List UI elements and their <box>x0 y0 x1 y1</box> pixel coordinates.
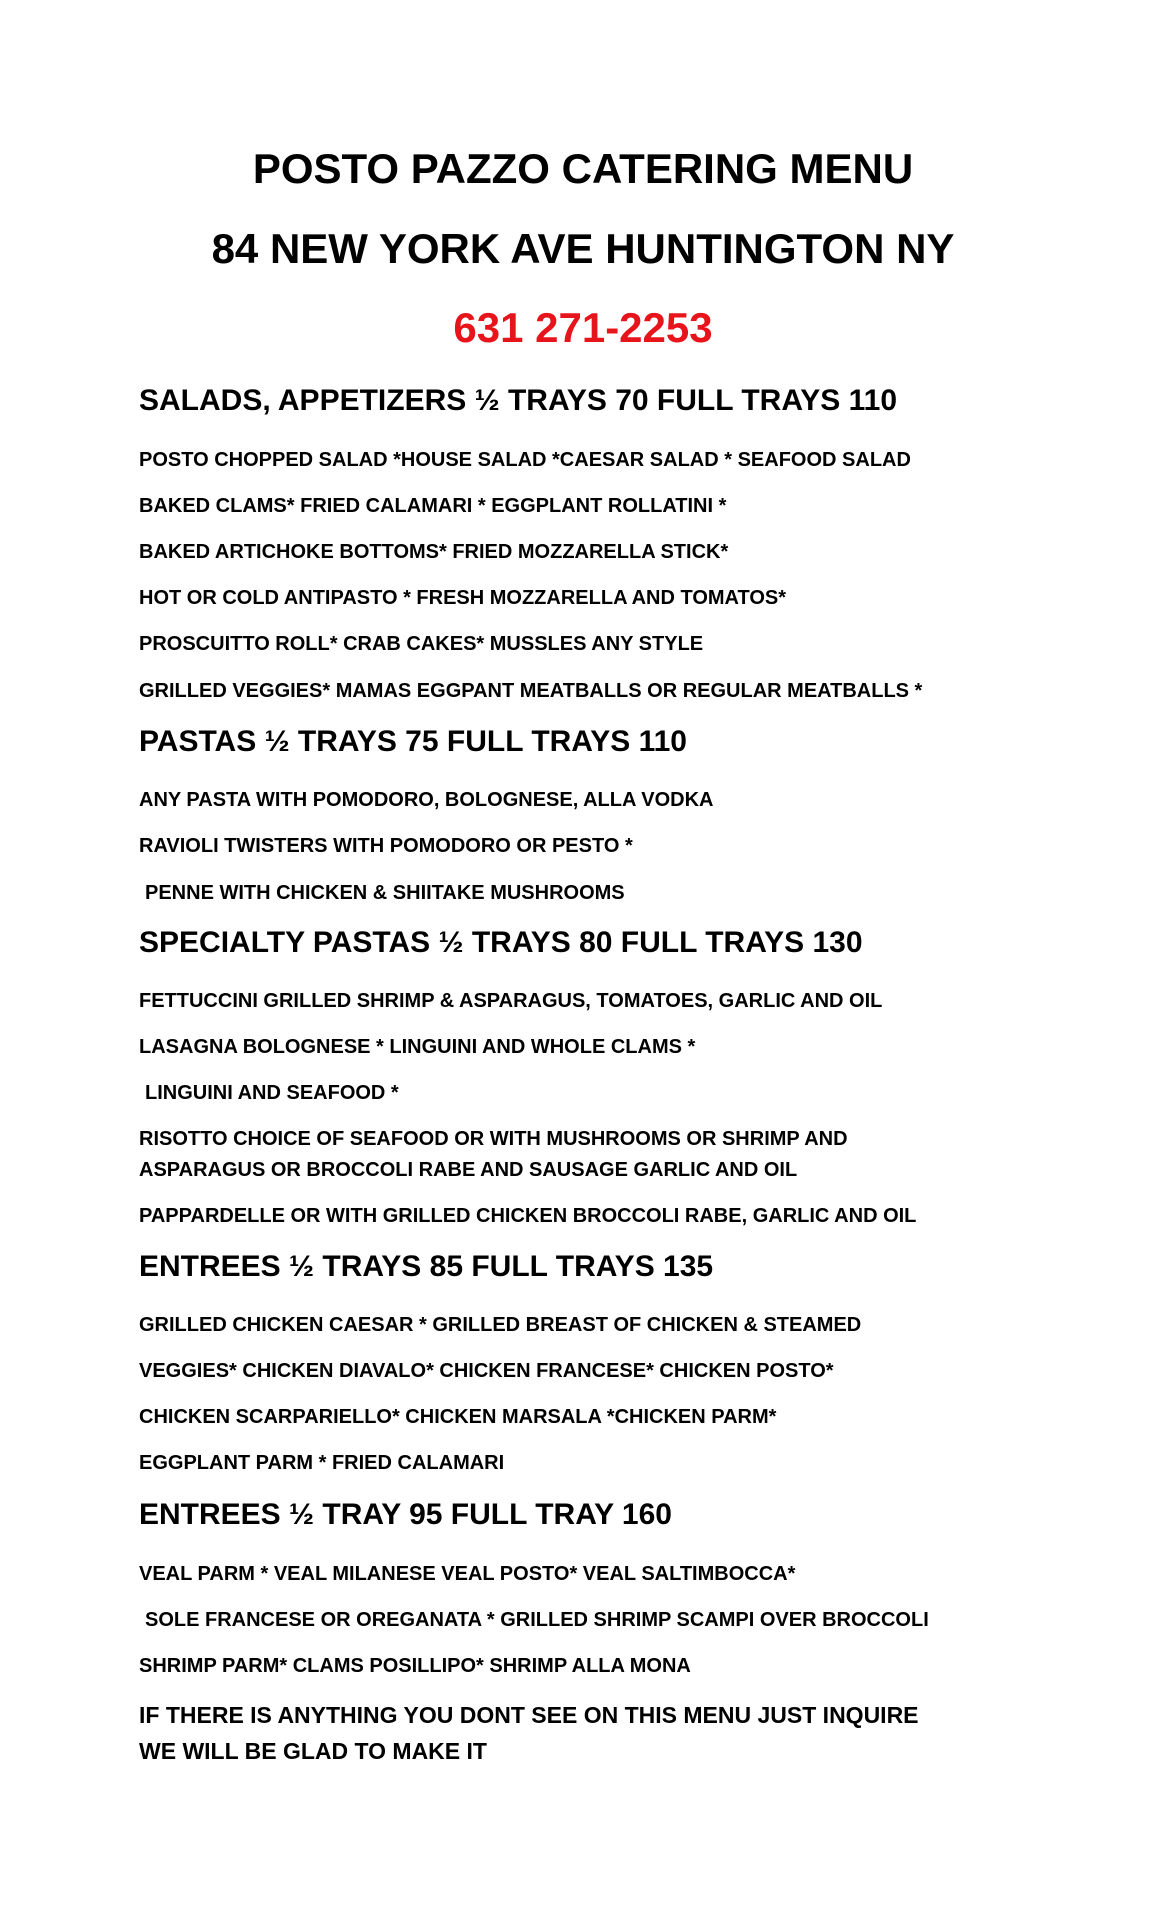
menu-line: PENNE WITH CHICKEN & SHIITAKE MUSHROOMS <box>145 882 625 904</box>
menu-line: LASAGNA BOLOGNESE * LINGUINI AND WHOLE CLAMS * <box>139 1036 696 1058</box>
section-heading-entrees-chicken: ENTREES ½ TRAYS 85 FULL TRAYS 135 <box>139 1250 714 1283</box>
menu-line: VEGGIES* CHICKEN DIAVALO* CHICKEN FRANCESE* CHICKEN POSTO* <box>139 1360 834 1382</box>
restaurant-address: 84 NEW YORK AVE HUNTINGTON NY <box>211 225 955 272</box>
menu-line: ASPARAGUS OR BROCCOLI RABE AND SAUSAGE GARLIC AND OIL <box>139 1159 798 1181</box>
menu-line: SHRIMP PARM* CLAMS POSILLIPO* SHRIMP ALLA MONA <box>139 1655 691 1677</box>
footer-note-line: WE WILL BE GLAD TO MAKE IT <box>139 1738 487 1764</box>
menu-line: VEAL PARM * VEAL MILANESE VEAL POSTO* VEAL SALTIMBOCCA* <box>139 1563 796 1585</box>
menu-line: PAPPARDELLE OR WITH GRILLED CHICKEN BROCCOLI RABE, GARLIC AND OIL <box>139 1205 917 1227</box>
section-heading-salads-appetizers: SALADS, APPETIZERS ½ TRAYS 70 FULL TRAYS 110 <box>139 384 897 417</box>
menu-line: BAKED CLAMS* FRIED CALAMARI * EGGPLANT ROLLATINI * <box>139 495 727 517</box>
menu-line: RAVIOLI TWISTERS WITH POMODORO OR PESTO * <box>139 835 633 857</box>
menu-line: RISOTTO CHOICE OF SEAFOOD OR WITH MUSHROOMS OR SHRIMP AND <box>139 1128 848 1150</box>
footer-note-line: IF THERE IS ANYTHING YOU DONT SEE ON THIS MENU JUST INQUIRE <box>139 1702 919 1728</box>
menu-line: EGGPLANT PARM * FRIED CALAMARI <box>139 1452 505 1474</box>
menu-line: POSTO CHOPPED SALAD *HOUSE SALAD *CAESAR SALAD * SEAFOOD SALAD <box>139 449 911 471</box>
menu-line: SOLE FRANCESE OR OREGANATA * GRILLED SHRIMP SCAMPI OVER BROCCOLI <box>145 1609 929 1631</box>
menu-line: HOT OR COLD ANTIPASTO * FRESH MOZZARELLA AND TOMATOS* <box>139 587 787 609</box>
menu-line: ANY PASTA WITH POMODORO, BOLOGNESE, ALLA VODKA <box>139 789 714 811</box>
section-heading-entrees-veal-seafood: ENTREES ½ TRAY 95 FULL TRAY 160 <box>139 1498 672 1531</box>
menu-line: BAKED ARTICHOKE BOTTOMS* FRIED MOZZARELLA STICK* <box>139 541 729 563</box>
section-heading-specialty-pastas: SPECIALTY PASTAS ½ TRAYS 80 FULL TRAYS 130 <box>139 926 863 959</box>
menu-line: LINGUINI AND SEAFOOD * <box>145 1082 399 1104</box>
menu-line: FETTUCCINI GRILLED SHRIMP & ASPARAGUS, TOMATOES, GARLIC AND OIL <box>139 990 883 1012</box>
menu-line: PROSCUITTO ROLL* CRAB CAKES* MUSSLES ANY STYLE <box>139 633 704 655</box>
menu-title: POSTO PAZZO CATERING MENU <box>252 145 914 192</box>
section-heading-pastas: PASTAS ½ TRAYS 75 FULL TRAYS 110 <box>139 725 687 758</box>
menu-line: GRILLED CHICKEN CAESAR * GRILLED BREAST OF CHICKEN & STEAMED <box>139 1314 862 1336</box>
menu-line: CHICKEN SCARPARIELLO* CHICKEN MARSALA *CHICKEN PARM* <box>139 1406 777 1428</box>
menu-line: GRILLED VEGGIES* MAMAS EGGPANT MEATBALLS OR REGULAR MEATBALLS * <box>139 680 923 702</box>
phone-number[interactable]: 631 271-2253 <box>453 304 713 351</box>
